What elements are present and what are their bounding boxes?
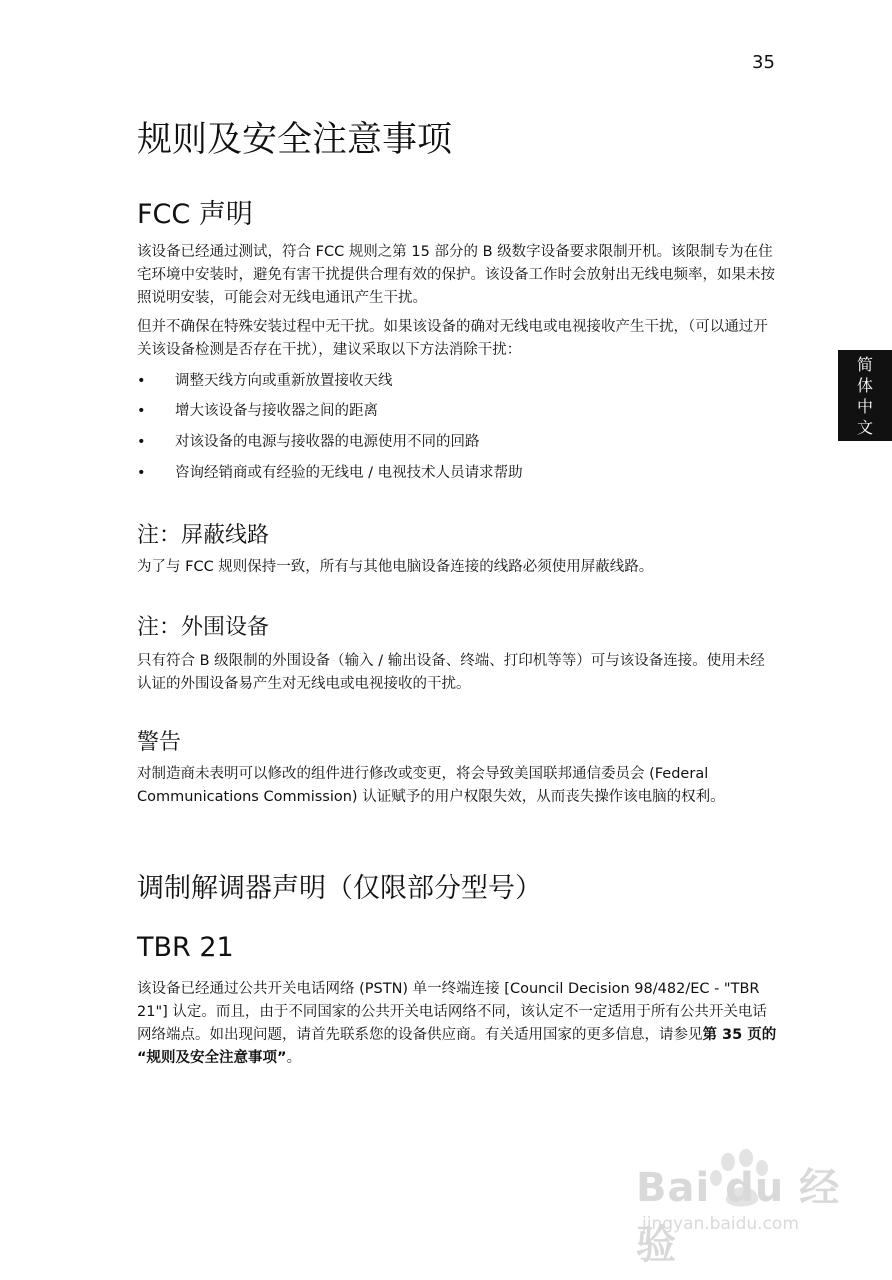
shielded-heading: 注：屏蔽线路: [137, 523, 270, 548]
language-tab-char: 体: [856, 375, 873, 395]
list-item-text: 调整天线方向或重新放置接收天线: [175, 373, 393, 389]
peripheral-heading: 注：外围设备: [137, 615, 270, 640]
bullet-icon: •: [137, 434, 146, 450]
language-tab: [838, 350, 892, 441]
bullet-icon: •: [137, 403, 146, 419]
tbr21-text-main: 该设备已经通过公共开关电话网络 (PSTN) 单一终端连接 [Council Decision 98/482/EC - "TBR 21"] 认定。而且，由于不同国家的公共开关电话网络不同，该认定不一定适用于所有公共开关电话网络端点。如出现问题，请首先联系您的设备供应商。有关适用国家的更多信息，请参见: [137, 981, 767, 1043]
peripheral-text: 只有符合 B 级限制的外围设备（输入 / 输出设备、终端、打印机等等）可与该设备连接。使用未经认证的外围设备易产生对无线电或电视接收的干扰。: [137, 653, 765, 692]
list-item-text: 增大该设备与接收器之间的距离: [175, 403, 378, 419]
bullet-icon: •: [137, 373, 146, 389]
tbr21-text-end: 。: [286, 1050, 302, 1066]
tbr21-text: [137, 978, 777, 1070]
fcc-paragraph-1: 该设备已经通过测试，符合 FCC 规则之第 15 部分的 B 级数字设备要求限制开机。该限制专为在住宅环境中安装时，避免有害干扰提供合理有效的保护。该设备工作时会放射出无线电频率，如果未按照说明安装，可能会对无线电通讯产生干扰。: [137, 244, 775, 306]
watermark-url: jingyan.baidu.com: [642, 1214, 799, 1234]
warning-text: 对制造商未表明可以修改的组件进行修改或变更，将会导致美国联邦通信委员会 (Federal Communications Commission) 认证赋予的用户权限失效，从而丧失操作该电脑的权利。: [137, 766, 725, 805]
language-tab-char: 简: [856, 354, 873, 374]
list-item-text: 对该设备的电源与接收器的电源使用不同的回路: [175, 434, 480, 450]
page-number: 35: [752, 52, 775, 73]
baidu-watermark: [636, 1148, 876, 1268]
modem-heading: 调制解调器声明（仅限部分型号）: [137, 873, 542, 904]
warning-heading: 警告: [137, 730, 182, 755]
watermark-logo: Bai du 经验: [636, 1165, 841, 1268]
shielded-text: 为了与 FCC 规则保持一致，所有与其他电脑设备连接的线路必须使用屏蔽线路。: [137, 559, 654, 575]
page-title: 规则及安全注意事项: [137, 120, 453, 160]
language-tab-char: 中: [856, 396, 873, 416]
cross-reference-link[interactable]: 第 35 页的 “规则及安全注意事项”: [137, 1027, 777, 1066]
fcc-paragraph-2: 但并不确保在特殊安装过程中无干扰。如果该设备的确对无线电或电视接收产生干扰，（可以通过开关该设备检测是否存在干扰），建议采取以下方法消除干扰：: [137, 319, 768, 358]
list-item-text: 咨询经销商或有经验的无线电 / 电视技术人员请求帮助: [175, 465, 523, 481]
tbr21-heading: TBR 21: [137, 932, 234, 963]
bullet-icon: •: [137, 465, 146, 481]
language-tab-char: 文: [856, 417, 873, 437]
fcc-heading: FCC 声明: [137, 199, 253, 230]
